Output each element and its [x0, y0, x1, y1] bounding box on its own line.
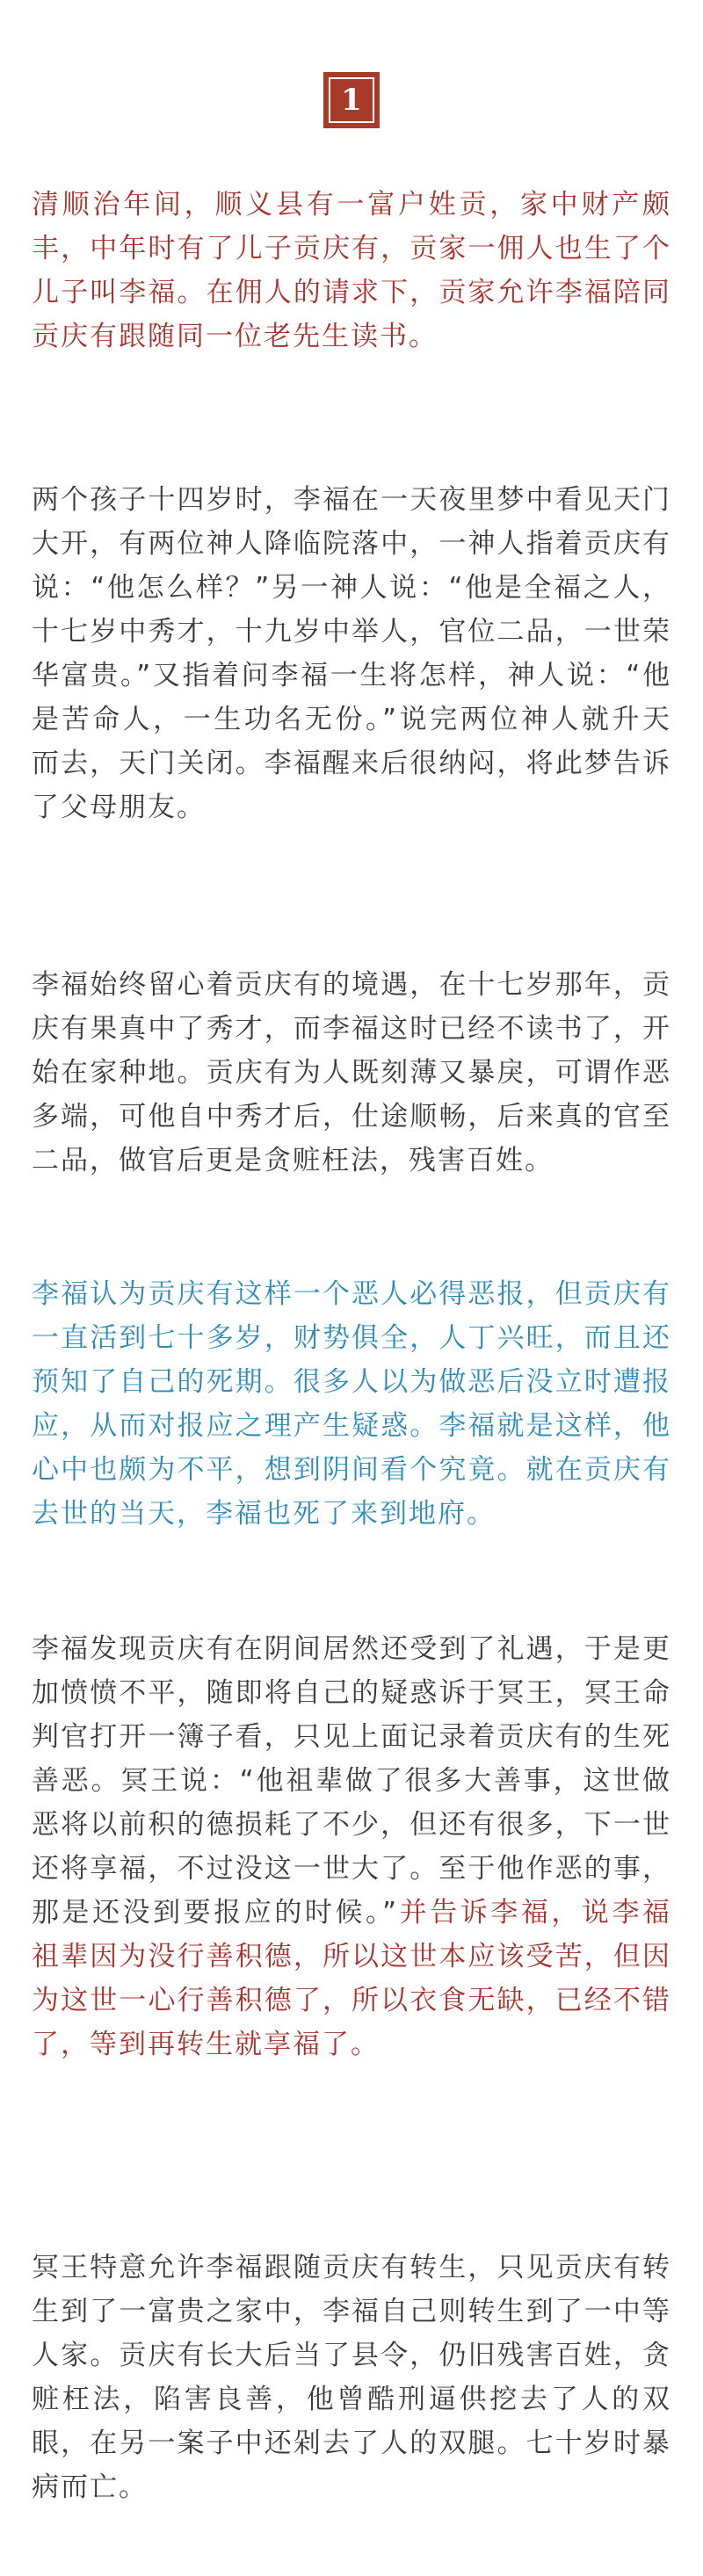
paragraph-underworld	[32, 1627, 671, 2066]
paragraph-career: 李福始终留心着贡庆有的境遇，在十七岁那年，贡庆有果真中了秀才，而李福这时已经不读书了，开始在家种地。贡庆有为人既刻薄又暴戾，可谓作恶多端，可他自中秀才后，仕途顺畅，后来真的官至二品，做官后更是贪赃枉法，残害百姓。	[32, 969, 671, 1176]
paragraph-rebirth: 冥王特意允许李福跟随贡庆有转生，只见贡庆有转生到了一富贵之家中，李福自己则转生到了一中等人家。贡庆有长大后当了县令，仍旧残害百姓，贪赃枉法，陷害良善，他曾酷刑逼供挖去了人的双眼，在另一案子中还剁去了人的双腿。七十岁时暴病而亡。	[32, 2252, 671, 2503]
paragraph-underworld-part2: 并告诉李福，说李福祖辈因为没行善积德，所以这世本应该受苦，但因为这世一心行善积德了，所以衣食无缺，已经不错了，等到再转生就享福了。	[32, 1897, 672, 2060]
section-number: 1	[329, 77, 374, 123]
section-number-badge	[323, 72, 380, 128]
paragraph-doubt: 李福认为贡庆有这样一个恶人必得恶报，但贡庆有一直活到七十多岁，财势俱全，人丁兴旺，而且还预知了自己的死期。很多人以为做恶后没立时遭报应，从而对报应之理产生疑惑。李福就是这样，他心中也颇为不平，想到阴间看个究竟。就在贡庆有去世的当天，李福也死了来到地府。	[32, 1278, 671, 1530]
section-header	[0, 72, 703, 128]
paragraph-underworld-part1: 李福发现贡庆有在阴间居然还受到了礼遇，于是更加愤愤不平，随即将自己的疑惑诉于冥王，冥王命判官打开一簿子看，只见上面记录着贡庆有的生死善恶。冥王说：“他祖辈做了很多大善事，这世做恶将以前积的德损耗了不少，但还有很多，下一世还将享福，不过没这一世大了。至于他作恶的事，那是还没到要报应的时候。”	[32, 1633, 671, 1928]
paragraph-intro: 清顺治年间，顺义县有一富户姓贡，家中财产颇丰，中年时有了儿子贡庆有，贡家一佣人也生了个儿子叫李福。在佣人的请求下，贡家允许李福陪同贡庆有跟随同一位老先生读书。	[32, 189, 671, 352]
paragraph-dream: 两个孩子十四岁时，李福在一天夜里梦中看见天门大开，有两位神人降临院落中，一神人指着贡庆有说：“他怎么样？”另一神人说：“他是全福之人，十七岁中秀才，十九岁中举人，官位二品，一世荣华富贵。”又指着问李福一生将怎样，神人说：“他是苦命人，一生功名无份。”说完两位神人就升天而去，天门关闭。李福醒来后很纳闷，将此梦告诉了父母朋友。	[32, 484, 671, 823]
